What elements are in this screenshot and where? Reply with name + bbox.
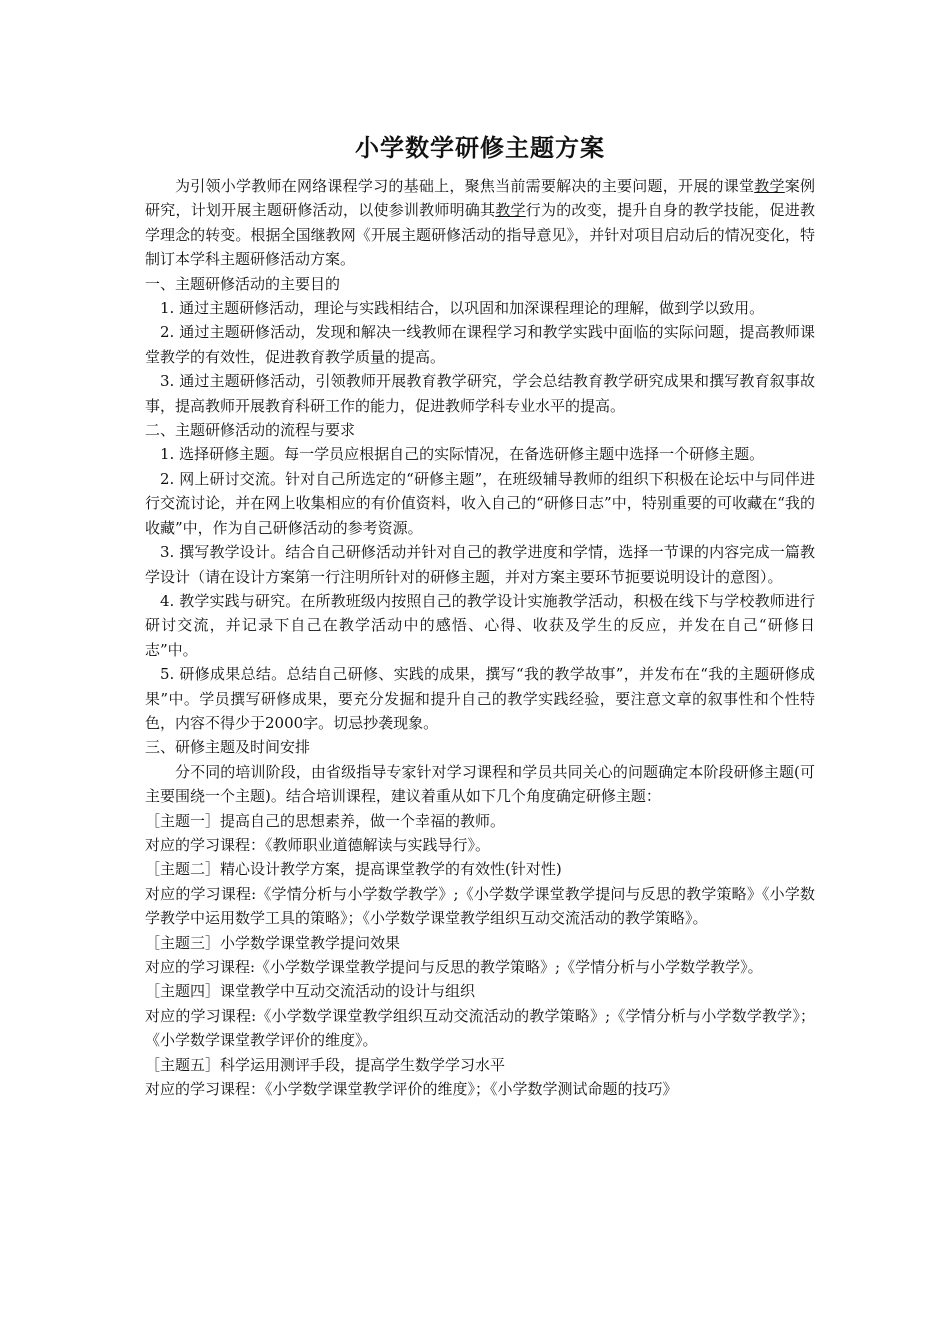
section-1-item-2: 2. 通过主题研修活动，发现和解决一线教师在课程学习和教学实践中面临的实际问题，提高教师课堂教学的有效性，促进教育教学质量的提高。	[145, 323, 815, 366]
theme-5-title: ［主题五］科学运用测评手段，提高学生数学学习水平	[145, 1055, 506, 1074]
section-3-heading: 三、研修主题及时间安排	[145, 738, 311, 757]
theme-1-title: ［主题一］提高自己的思想素养，做一个幸福的教师。	[145, 811, 506, 830]
section-1-heading: 一、主题研修活动的主要目的	[145, 274, 341, 293]
intro-text-2: 案例研究，计划开展主题研修活动，以使参训教师明确其	[145, 177, 815, 220]
theme-4-title: ［主题四］课堂教学中互动交流活动的设计与组织	[145, 982, 476, 1001]
theme-2-title: ［主题二］精心设计教学方案，提高课堂教学的有效性(针对性)	[145, 860, 562, 879]
intro-link-teaching-1[interactable]: 教学	[754, 177, 785, 195]
document-page	[145, 128, 815, 1101]
intro-paragraph	[145, 174, 815, 272]
document-title: 小学数学研修主题方案	[355, 133, 605, 162]
section-2-item-2: 2. 网上研讨交流。针对自己所选定的“研修主题”，在班级辅导教师的组织下积极在论坛中与同伴进行交流讨论，并在网上收集相应的有价值资料，收入自己的“研修日志”中，特别重要的可收藏在“我的收藏”中，作为自己研修活动的参考资源。	[145, 469, 815, 537]
intro-link-teaching-2[interactable]: 教学	[495, 201, 526, 220]
intro-text-1: 为引领小学教师在网络课程学习的基础上，聚焦当前需要解决的主要问题，开展的课堂	[175, 177, 755, 195]
section-2-heading: 二、主题研修活动的流程与要求	[145, 421, 356, 440]
theme-3-courses: 对应的学习课程:《小学数学课堂教学提问与反思的教学策略》;《学情分析与小学数学教学》。	[145, 958, 763, 976]
section-3-intro: 分不同的培训阶段，由省级指导专家针对学习课程和学员共同关心的问题确定本阶段研修主题(可主要围绕一个主题)。结合培训课程，建议着重从如下几个角度确定研修主题：	[145, 762, 815, 806]
theme-3-title: ［主题三］小学数学课堂教学提问效果	[145, 933, 401, 952]
intro-text-3: 行为的改变，提升自身的教学技能，促进教学理念的转变。根据全国继教网《开展主题研修活动的指导意见》，并针对项目启动后的情况变化，特制订本学科主题研修活动方案。	[145, 201, 815, 269]
section-2-item-5: 5. 研修成果总结。总结自己研修、实践的成果，撰写“我的教学故事”，并发布在“我的主题研修成果”中。学员撰写研修成果，要充分发掘和提升自己的教学实践经验，要注意文章的叙事性和个性特色，内容不得少于2000字。切忌抄袭现象。	[145, 665, 815, 732]
section-1-item-3: 3. 通过主题研修活动，引领教师开展教育教学研究，学会总结教育教学研究成果和撰写教育叙事故事，提高教师开展教育科研工作的能力，促进教师学科专业水平的提高。	[145, 372, 815, 415]
theme-1-courses: 对应的学习课程：《教师职业道德解读与实践导行》。	[145, 835, 491, 854]
section-2-item-3: 3. 撰写教学设计。结合自己研修活动并针对自己的教学进度和学情，选择一节课的内容完成一篇教学设计（请在设计方案第一行注明所针对的研修主题，并对方案主要环节扼要说明设计的意图）。	[145, 543, 815, 586]
theme-5-courses: 对应的学习课程：《小学数学课堂教学评价的维度》；《小学数学测试命题的技巧》	[145, 1080, 678, 1099]
section-2-item-1: 1. 选择研修主题。每一学员应根据自己的实际情况，在备选研修主题中选择一个研修主题。	[160, 445, 765, 464]
theme-4-courses: 对应的学习课程:《小学数学课堂教学组织互动交流活动的教学策略》;《学情分析与小学数学教学》；《小学数学课堂教学评价的维度》。	[145, 1006, 815, 1050]
section-1-item-1: 1. 通过主题研修活动，理论与实践相结合，以巩固和加深课程理论的理解，做到学以致用。	[160, 299, 765, 318]
theme-2-courses: 对应的学习课程:《学情分析与小学数学教学》;《小学数学课堂教学提问与反思的教学策略》《小学数学教学中运用数学工具的策略》；《小学数学课堂教学组织互动交流活动的教学策略》。	[145, 884, 815, 928]
section-2-item-4: 4. 教学实践与研究。在所教班级内按照自己的教学设计实施教学活动，积极在线下与学校教师进行研讨交流，并记录下自己在教学活动中的感悟、心得、收获及学生的反应，并发在自己“研修日志”中。	[145, 591, 815, 659]
